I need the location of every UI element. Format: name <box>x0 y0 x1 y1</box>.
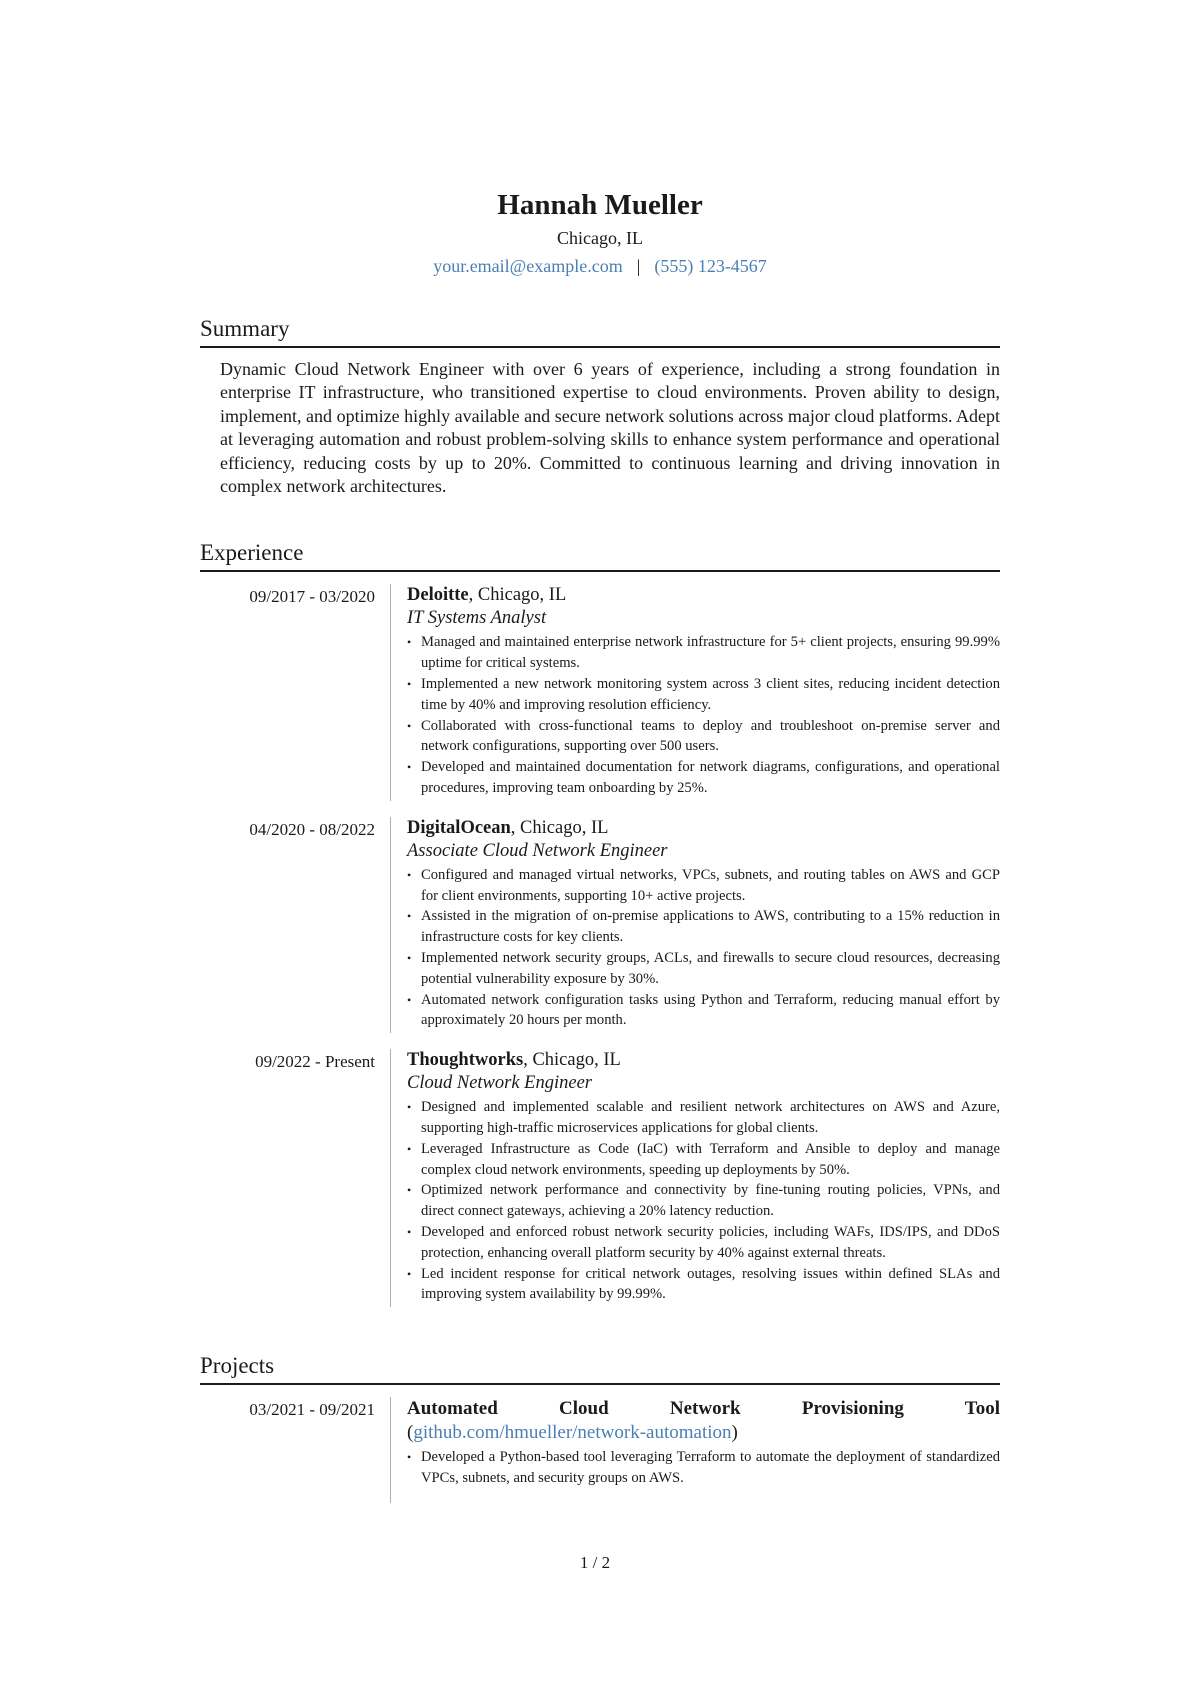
entry-heading <box>407 584 1000 607</box>
job-title: Associate Cloud Network Engineer <box>407 840 668 861</box>
resume-content <box>200 188 1000 1503</box>
bullet-item: • Leveraged Infrastructure as Code (IaC) with Terraform and Ansible to deploy and manage complex cloud network environments, speeding up deployments by 50%. <box>407 1139 1000 1181</box>
bullet-item: • Developed and maintained documentation for network diagrams, configurations, and operational procedures, improving team onboarding by 25%. <box>407 757 1000 799</box>
experience-divider <box>200 570 1000 572</box>
bullet-item: • Designed and implemented scalable and resilient network architectures on AWS and Azure, supporting high-traffic microservices applications for global clients. <box>407 1097 1000 1139</box>
job-title: Cloud Network Engineer <box>407 1073 592 1094</box>
company-location: , Chicago, IL <box>510 817 609 838</box>
project-link[interactable]: github.com/hmueller/network-automation <box>413 1422 732 1444</box>
bullet-list <box>407 1447 1000 1489</box>
entry-dates: 09/2022 - Present <box>255 1052 375 1072</box>
entry-heading <box>407 1049 1000 1072</box>
projects-section <box>200 1351 1000 1503</box>
company-location: , Chicago, IL <box>523 1050 621 1071</box>
projects-divider <box>200 1383 1000 1385</box>
experience-entry <box>200 584 1000 800</box>
page-number: 1 / 2 <box>579 1553 611 1572</box>
bullet-item: • Assisted in the migration of on-premise applications to AWS, contributing to a 15% reduction in infrastructure costs for key clients. <box>407 906 1000 948</box>
bullet-item: • Collaborated with cross-functional teams to deploy and troubleshoot on-premise server and network configurations, supporting over 500 users. <box>407 716 1000 758</box>
entry-heading <box>407 817 1000 840</box>
project-name: Automated Cloud Network Provisioning Tool <box>407 1398 1000 1420</box>
company-name: DigitalOcean <box>407 817 511 838</box>
entry-dates: 04/2020 - 08/2022 <box>249 819 375 839</box>
company-name: Deloitte <box>407 585 469 606</box>
summary-heading: Summary <box>200 316 290 341</box>
experience-entry <box>200 817 1000 1033</box>
project-heading <box>407 1397 1000 1445</box>
bullet-item: • Configured and managed virtual networks, VPCs, subnets, and routing tables on AWS and GCP for client environments, supporting 10+ active projects. <box>407 865 1000 907</box>
company-location: , Chicago, IL <box>468 585 567 606</box>
summary-text: Dynamic Cloud Network Engineer with over 6 years of experience, including a strong foundation in enterprise IT infrastructure, who transitioned expertise to cloud environments. Proven ability to design, implement, and optimize highly available and secure network solutions across major cloud platforms. Adept at leveraging automation and robust problem-solving skills to enhance system performance and operational efficiency, reducing costs by up to 20%. Committed to continuous learning and driving innovation in complex network architectures. <box>220 359 1000 497</box>
bullet-item: • Implemented network security groups, ACLs, and firewalls to secure cloud resources, decreasing potential vulnerability exposure by 30%. <box>407 948 1000 990</box>
job-title: IT Systems Analyst <box>407 608 547 629</box>
email-link[interactable]: your.email@example.com <box>433 256 623 276</box>
bullet-item: • Managed and maintained enterprise network infrastructure for 5+ client projects, ensuring 99.99% uptime for critical systems. <box>407 632 1000 674</box>
entry-body <box>390 817 1000 1033</box>
experience-section <box>200 538 1000 1307</box>
entry-body <box>390 584 1000 800</box>
experience-heading: Experience <box>200 540 304 566</box>
bullet-item: • Automated network configuration tasks using Python and Terraform, reducing manual effort by approximately 20 hours per month. <box>407 990 1000 1032</box>
bullet-item: • Developed a Python-based tool leveraging Terraform to automate the deployment of standardized VPCs, subnets, and security groups on AWS. <box>407 1447 1000 1489</box>
projects-heading: Projects <box>200 1353 275 1379</box>
open-paren: ( <box>407 1422 414 1444</box>
project-entry <box>200 1397 1000 1503</box>
summary-divider <box>200 346 1000 348</box>
bullet-list <box>407 632 1000 798</box>
entry-body <box>390 1049 1000 1307</box>
entry-dates: 03/2021 - 09/2021 <box>249 1400 375 1420</box>
phone-link[interactable]: (555) 123-4567 <box>654 256 767 276</box>
close-paren: ) <box>731 1422 738 1444</box>
summary-section <box>200 314 1000 498</box>
bullet-item: • Implemented a new network monitoring system across 3 client sites, reducing incident detection time by 40% and improving resolution efficiency. <box>407 674 1000 716</box>
candidate-name: Hannah Mueller <box>497 189 703 221</box>
bullet-item: • Optimized network performance and connectivity by fine-tuning routing policies, VPNs, and direct connect gateways, achieving a 20% latency reduction. <box>407 1180 1000 1222</box>
bullet-list <box>407 1097 1000 1305</box>
resume-header <box>200 188 1000 278</box>
entry-body <box>390 1397 1000 1503</box>
contact-separator: | <box>636 256 641 276</box>
bullet-item: • Led incident response for critical network outages, resolving issues within defined SLAs and improving system availability by 99.99%. <box>407 1264 1000 1306</box>
company-name: Thoughtworks <box>407 1050 524 1071</box>
contact-line <box>200 254 1000 278</box>
bullet-item: • Developed and enforced robust network security policies, including WAFs, IDS/IPS, and DDoS protection, enhancing overall platform security by 40% against external threats. <box>407 1222 1000 1264</box>
experience-entry <box>200 1049 1000 1307</box>
bullet-list <box>407 865 1000 1031</box>
entry-dates: 09/2017 - 03/2020 <box>249 587 375 607</box>
candidate-location: Chicago, IL <box>557 228 643 248</box>
